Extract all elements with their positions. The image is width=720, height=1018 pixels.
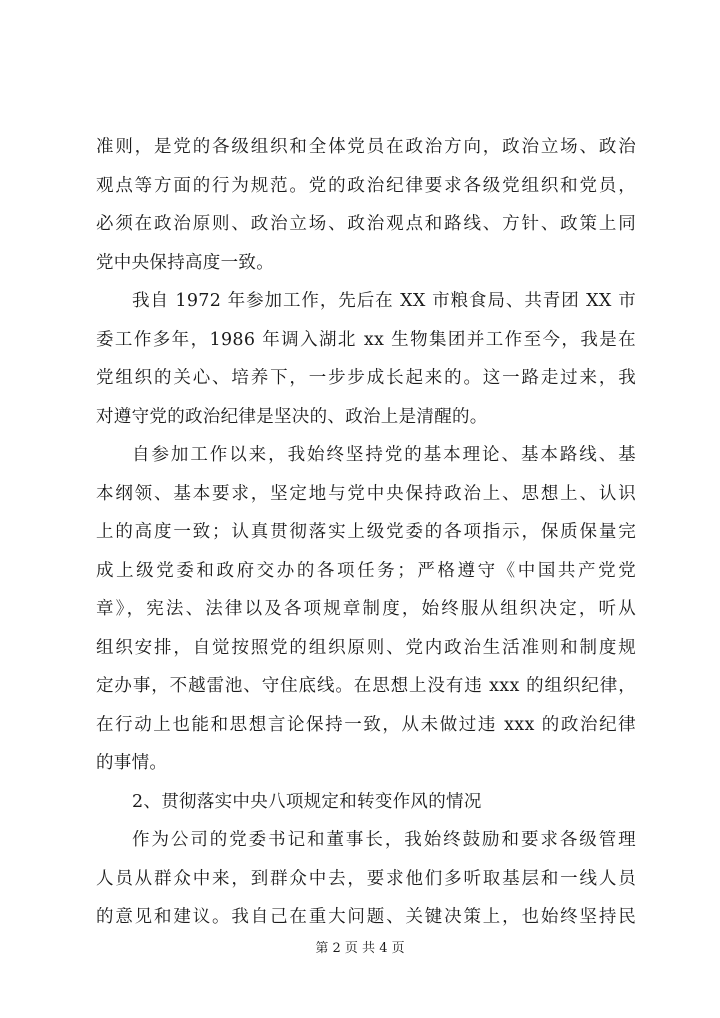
text-line: 成上级党委和政府交办的各项任务；严格遵守《中国共产党党 [96, 560, 636, 581]
text-line: 章》，宪法、法律以及各项规章制度，始终服从组织决定，听从 [96, 599, 636, 619]
text-line: 必须在政治原则、政治立场、政治观点和路线、方针、政策上同 [96, 214, 636, 234]
text-line: 定办事，不越雷池、守住底线。在思想上没有违 xxx 的组织纪律， [96, 676, 636, 696]
section-heading: 2、贯彻落实中央八项规定和转变作风的情况 [132, 791, 482, 812]
text-line: 上的高度一致；认真贯彻落实上级党委的各项指示，保质保量完 [96, 522, 636, 542]
text-line: 在行动上也能和思想言论保持一致，从未做过违 xxx 的政治纪律 [96, 714, 636, 735]
text-line: 党组织的关心、培养下，一步步成长起来的。这一路走过来，我 [96, 368, 636, 388]
text-line: 观点等方面的行为规范。党的政治纪律要求各级党组织和党员， [96, 175, 636, 196]
text-line: 委工作多年，1986 年调入湖北 xx 生物集团并工作至今，我是在 [96, 329, 636, 350]
text-line: 对遵守党的政治纪律是坚决的、政治上是清醒的。 [96, 406, 488, 427]
document-body [96, 128, 636, 937]
text-line: 准则，是党的各级组织和全体党员在政治方向，政治立场、政治 [96, 137, 636, 157]
text-line: 我自 1972 年参加工作，先后在 XX 市粮食局、共青团 XX 市 [132, 291, 636, 311]
text-line: 人员从群众中来，到群众中去，要求他们多听取基层和一线人员 [96, 868, 636, 889]
text-line: 组织安排，自觉按照党的组织原则、党内政治生活准则和制度规 [96, 637, 636, 658]
text-line: 的意见和建议。我自己在重大问题、关键决策上，也始终坚持民 [96, 907, 636, 927]
text-line: 本纲领、基本要求，坚定地与党中央保持政治上、思想上、认识 [96, 483, 636, 504]
page-number-footer: 第 2 页 共 4 页 [315, 941, 405, 956]
text-line: 自参加工作以来，我始终坚持党的基本理论、基本路线、基 [132, 445, 636, 465]
text-line: 作为公司的党委书记和董事长，我始终鼓励和要求各级管理 [132, 830, 636, 850]
text-line: 党中央保持高度一致。 [96, 252, 274, 273]
text-line: 的事情。 [96, 753, 168, 773]
